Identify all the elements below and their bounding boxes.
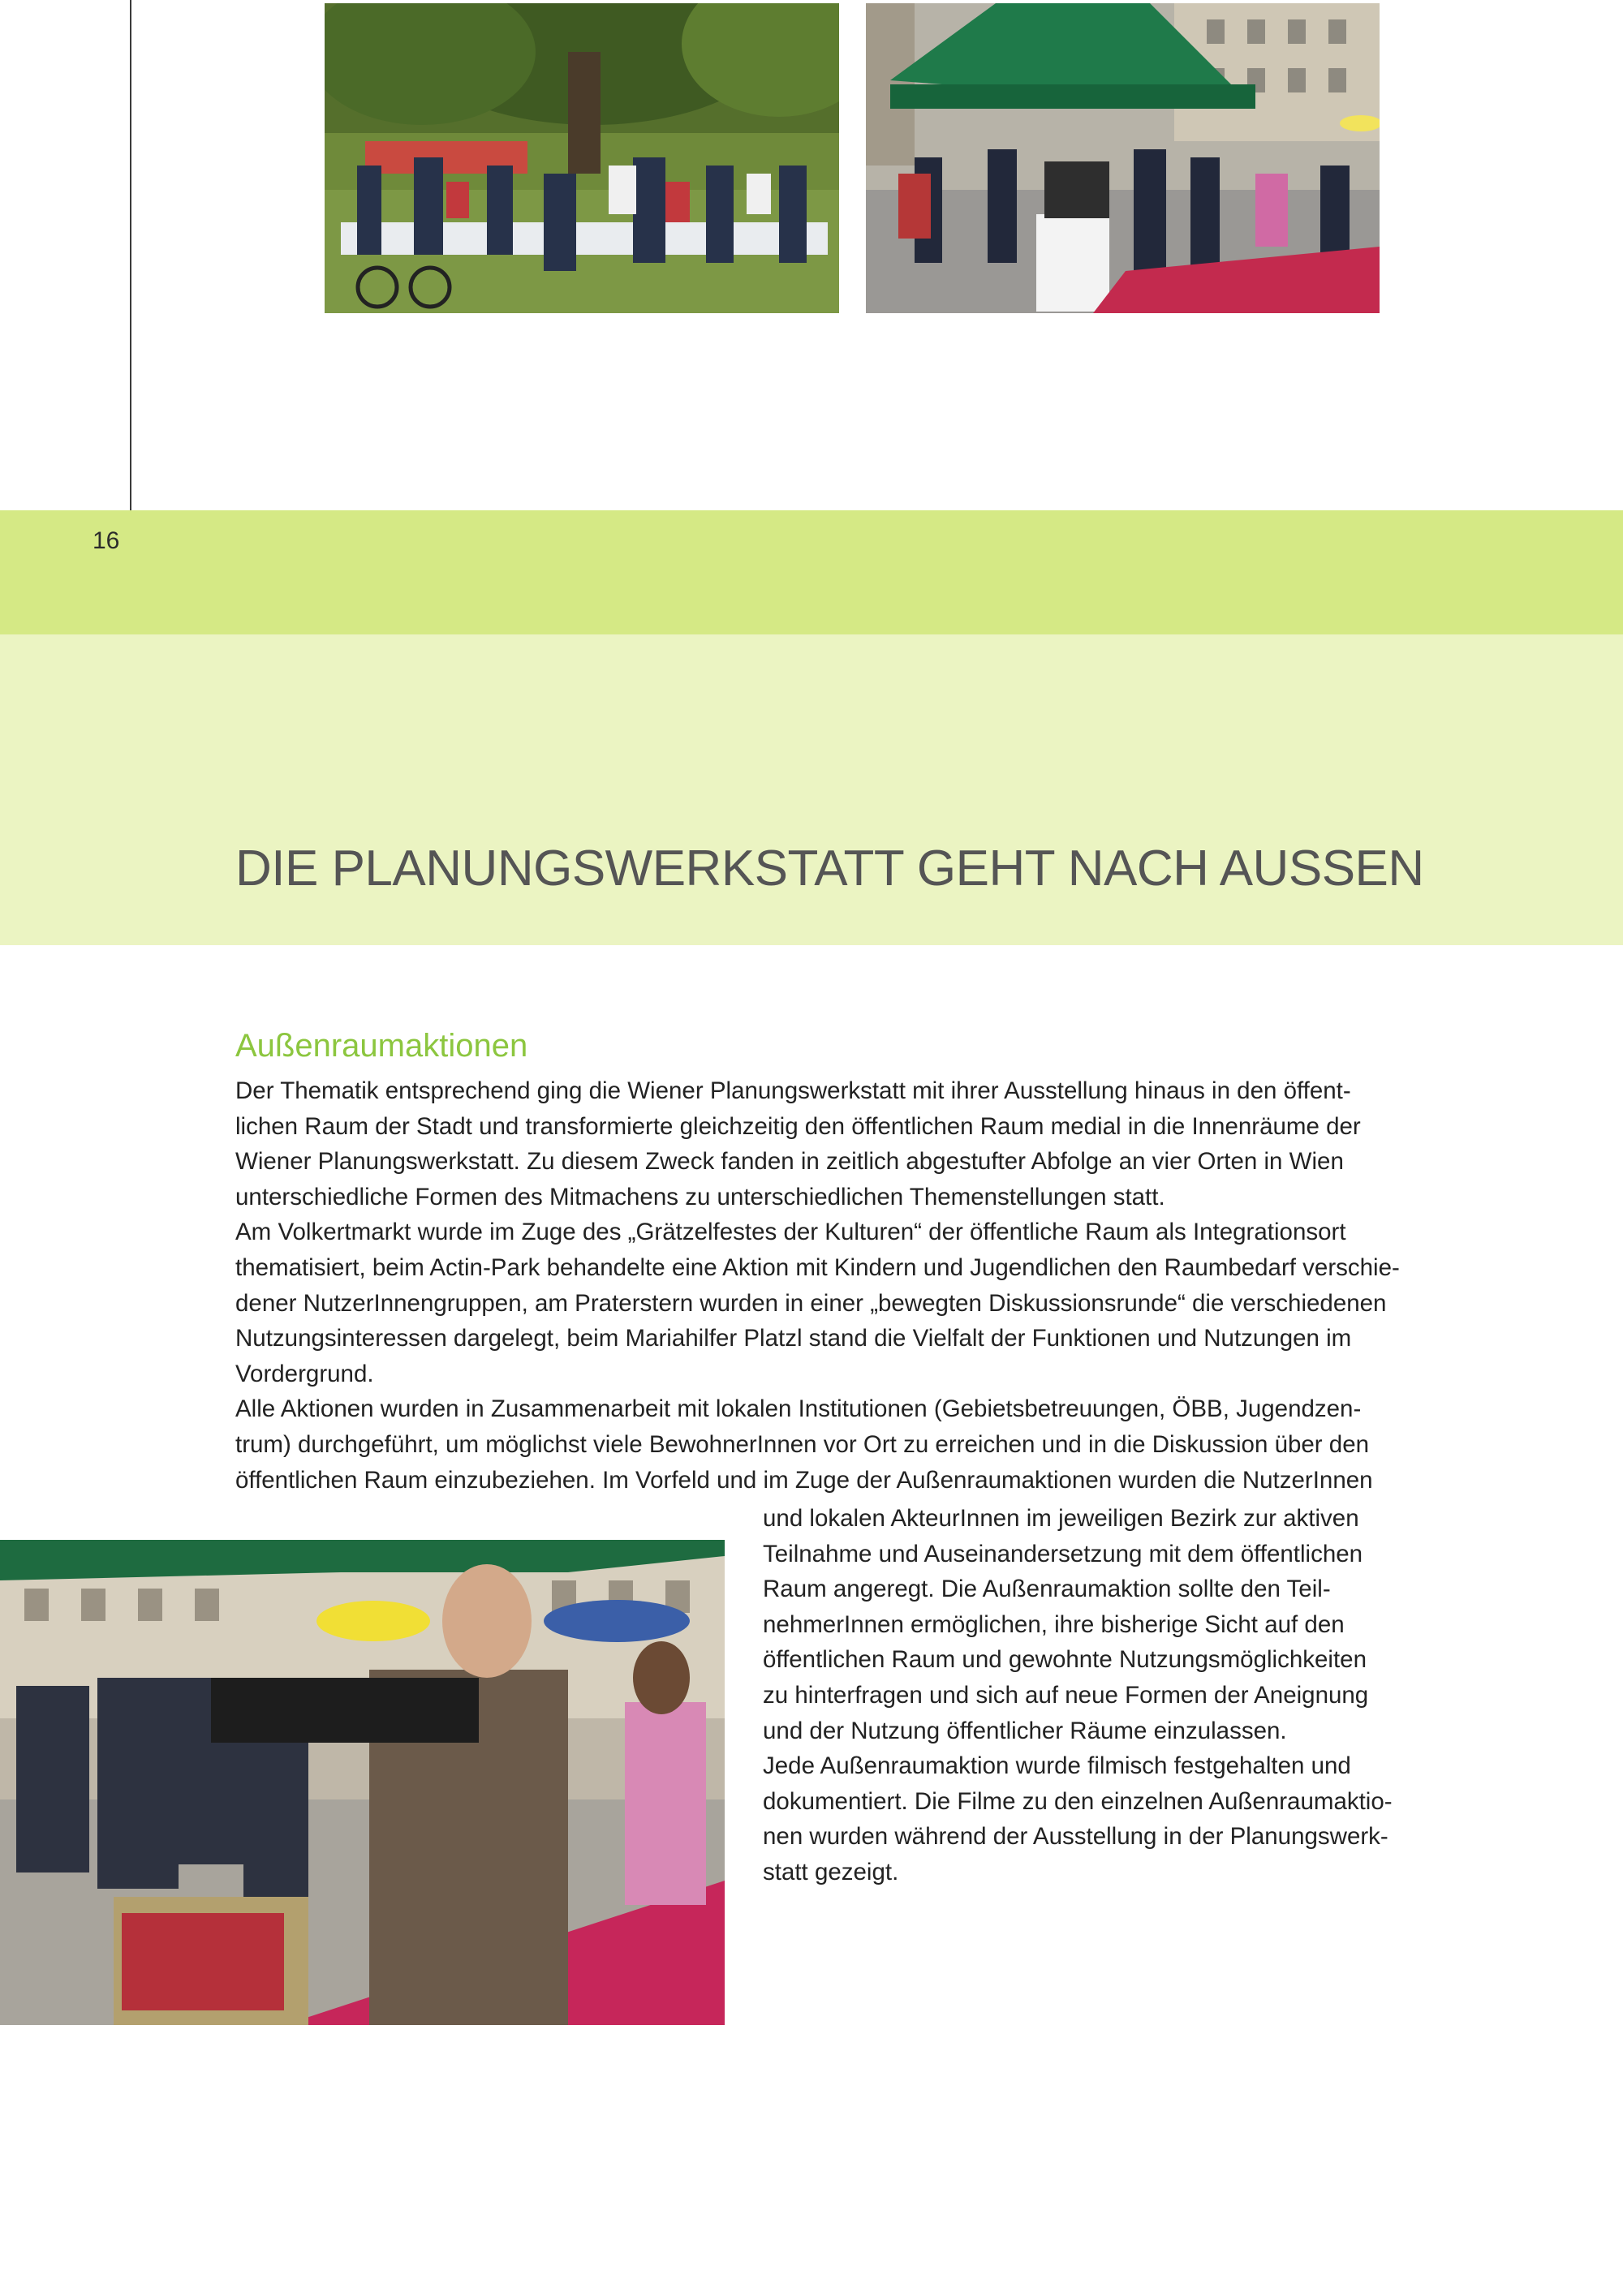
column-line: nen wurden während der Ausstellung in der Planungswerk-	[763, 1823, 1388, 1851]
body-line: dener NutzerInnengruppen, am Praterstern wurden in einer „bewegten Diskussionsrunde“ die verschiedenen	[235, 1289, 1387, 1317]
column-line: öffentlichen Raum und gewohnte Nutzungsmöglichkeiten	[763, 1646, 1367, 1674]
body-line: Der Thematik entsprechend ging die Wiener Planungswerkstatt mit ihrer Ausstellung hinaus in den öffent-	[235, 1077, 1351, 1104]
column-line: und der Nutzung öffentlicher Räume einzulassen.	[763, 1717, 1287, 1744]
header-band-dark	[0, 510, 1623, 634]
body-line: Am Volkertmarkt wurde im Zuge des „Grätzelfestes der Kulturen“ der öffentliche Raum als Integrationsort	[235, 1219, 1346, 1246]
body-line: trum) durchgeführt, um möglichst viele BewohnerInnen vor Ort zu erreichen und in die Diskussion über den	[235, 1430, 1370, 1458]
body-line: unterschiedliche Formen des Mitmachens zu unterschiedlichen Themenstellungen statt.	[235, 1183, 1165, 1210]
column-line: Raum angeregt. Die Außenraumaktion sollte den Teil-	[763, 1576, 1331, 1603]
column-line: statt gezeigt.	[763, 1858, 899, 1885]
column-text	[763, 1501, 1393, 1890]
body-line: Wiener Planungswerkstatt. Zu diesem Zweck fanden in zeitlich abgestufter Abfolge an vier Orten in Wien	[235, 1148, 1344, 1176]
body-line: Vordergrund.	[235, 1360, 374, 1387]
body-line: lichen Raum der Stadt und transformierte gleichzeitig den öffentlichen Raum medial in die Innenräume der	[235, 1112, 1361, 1140]
body-line: thematisiert, beim Actin-Park behandelte eine Aktion mit Kindern und Jugendlichen den Raumbedarf verschie-	[235, 1253, 1400, 1281]
header-band-light	[0, 634, 1623, 945]
photo-green-tent-tv	[866, 3, 1380, 313]
page-number: 16	[93, 527, 120, 554]
body-line: Nutzungsinteressen dargelegt, beim Mariahilfer Platzl stand die Vielfalt der Funktionen und Nutzungen im	[235, 1325, 1352, 1352]
column-line: Jede Außenraumaktion wurde filmisch festgehalten und	[763, 1752, 1351, 1780]
body-line: Alle Aktionen wurden in Zusammenarbeit mit lokalen Institutionen (Gebietsbetreuungen, ÖBB, Jugendzen-	[235, 1395, 1362, 1423]
column-line: Teilnahme und Auseinandersetzung mit dem öffentlichen	[763, 1540, 1363, 1567]
photo-workshop-tables	[325, 3, 839, 313]
column-line: und lokalen AkteurInnen im jeweiligen Bezirk zur aktiven	[763, 1505, 1359, 1532]
section-heading: Außenraumaktionen	[235, 1028, 528, 1064]
column-line: nehmerInnen ermöglichen, ihre bisherige Sicht auf den	[763, 1610, 1345, 1638]
photo-film-crew	[0, 1540, 725, 2025]
body-text	[235, 1073, 1400, 1498]
column-line: zu hinterfragen und sich auf neue Formen der Aneignung	[763, 1681, 1369, 1709]
body-line: öffentlichen Raum einzubeziehen. Im Vorfeld und im Zuge der Außenraumaktionen wurden die NutzerInnen	[235, 1466, 1373, 1494]
column-line: dokumentiert. Die Filme zu den einzelnen Außenraumaktio-	[763, 1787, 1393, 1815]
page-title: DIE PLANUNGSWERKSTATT GEHT NACH AUSSEN	[235, 841, 1424, 896]
